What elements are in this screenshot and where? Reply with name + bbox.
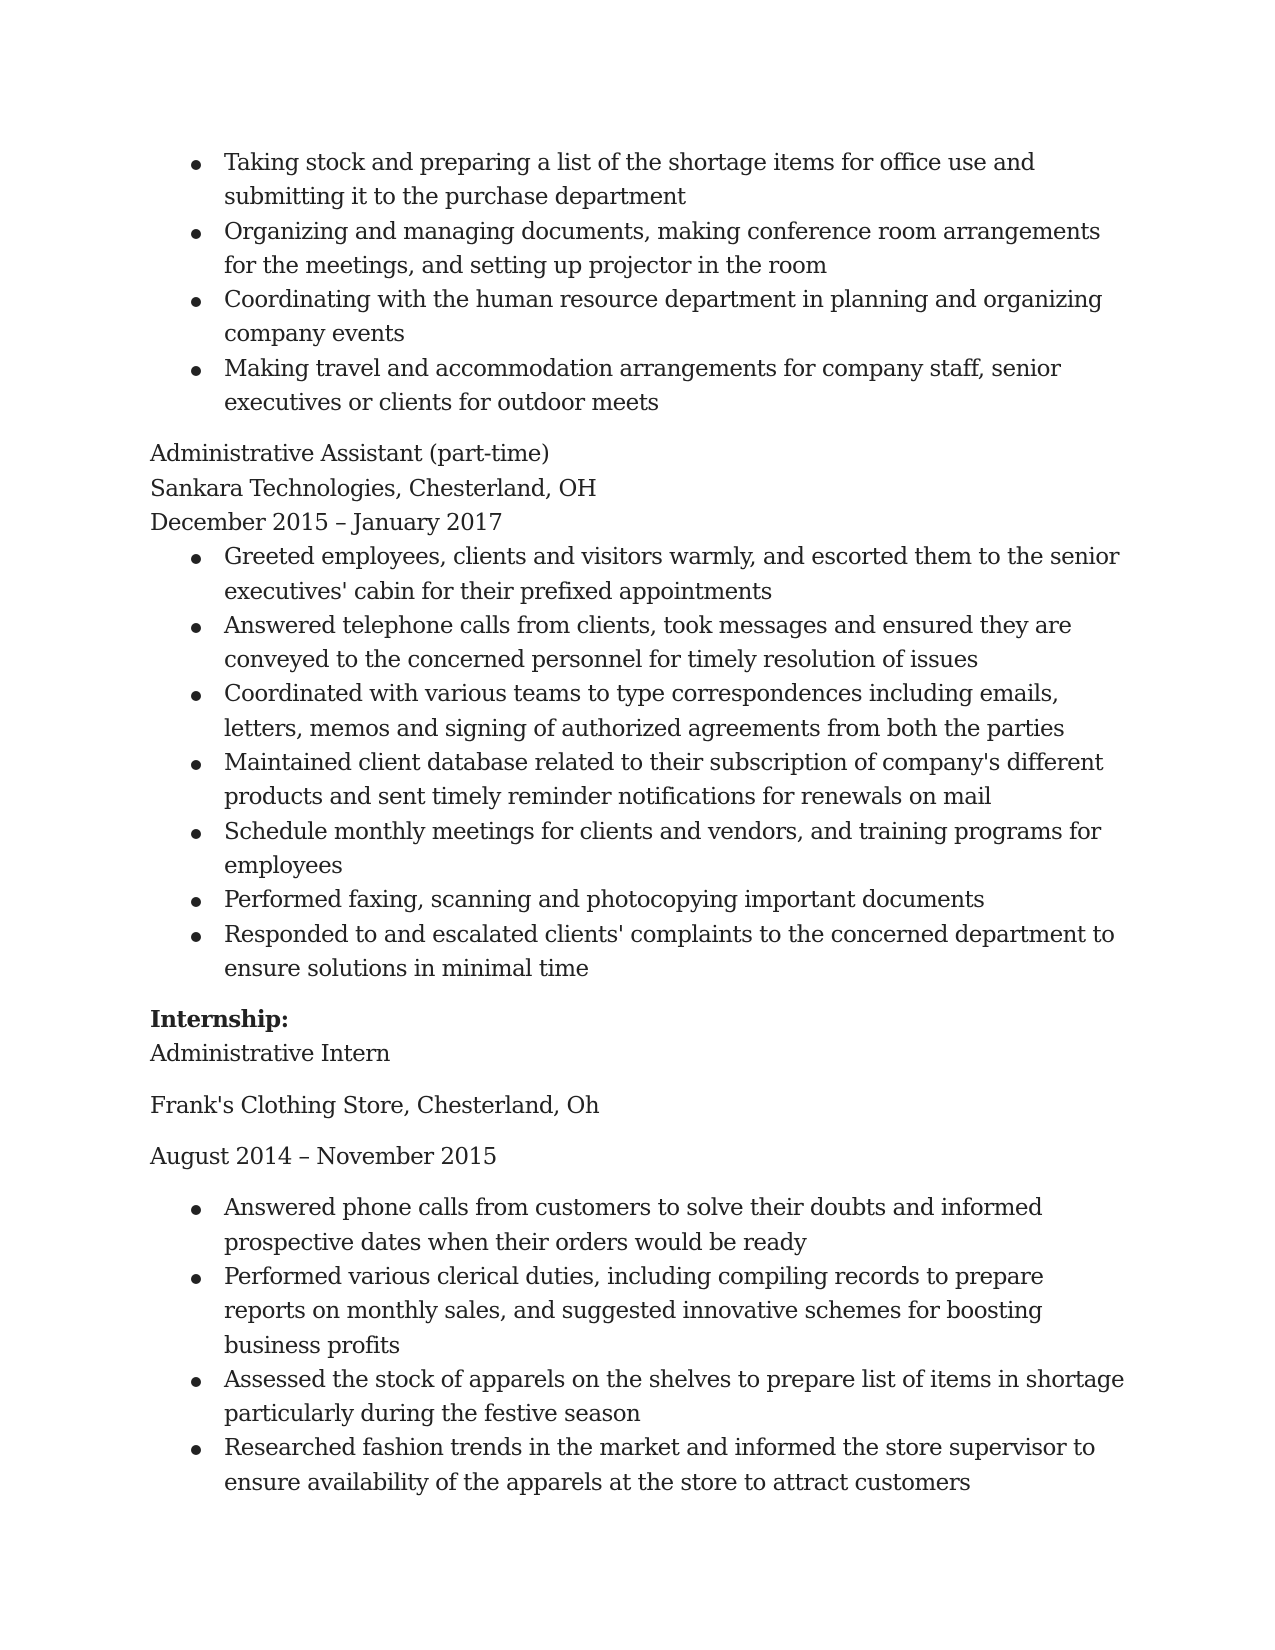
- internship-dates: August 2014 – November 2015: [150, 1144, 497, 1171]
- list-item: Answered telephone calls from clients, took messages and ensured they are conveyed to the concerned personnel for timely resolution of issues: [150, 609, 1130, 678]
- bullet-icon: [191, 160, 201, 170]
- internship-title: Administrative Intern: [150, 1041, 390, 1068]
- job-title: Administrative Assistant (part-time): [150, 441, 550, 468]
- bullet-icon: [191, 760, 201, 770]
- list-item: Coordinated with various teams to type correspondences including emails, letters, memos and signing of authorized agreements from both the parties: [150, 677, 1130, 746]
- bullet-icon: [191, 1445, 201, 1455]
- list-item: Answered phone calls from customers to solve their doubts and informed prospective dates when their orders would be ready: [150, 1191, 1130, 1260]
- bullet-icon: [191, 623, 201, 633]
- list-item: Greeted employees, clients and visitors warmly, and escorted them to the senior executives' cabin for their prefixed appointments: [150, 540, 1130, 609]
- list-item: Performed faxing, scanning and photocopying important documents: [150, 883, 1130, 917]
- list-item: Performed various clerical duties, including compiling records to prepare reports on monthly sales, and suggested innovative schemes for boosting business profits: [150, 1260, 1130, 1363]
- page-content: [150, 146, 1130, 1500]
- job-dates: December 2015 – January 2017: [150, 509, 503, 536]
- section-heading-internship: Internship:: [150, 1006, 289, 1034]
- list-item: Responded to and escalated clients' complaints to the concerned department to ensure solutions in minimal time: [150, 918, 1130, 987]
- list-item: Taking stock and preparing a list of the shortage items for office use and submitting it to the purchase department: [150, 146, 1130, 215]
- list-item: Organizing and managing documents, making conference room arrangements for the meetings, and setting up projector in the room: [150, 215, 1130, 284]
- bullet-icon: [191, 897, 201, 907]
- bullet-icon: [191, 691, 201, 701]
- list-item: Schedule monthly meetings for clients and vendors, and training programs for employees: [150, 815, 1130, 884]
- bullet-icon: [191, 366, 201, 376]
- bullet-icon: [191, 554, 201, 564]
- internship-bullet-list: [150, 1191, 1130, 1500]
- bullet-icon: [191, 829, 201, 839]
- bullet-icon: [191, 229, 201, 239]
- bullet-icon: [191, 297, 201, 307]
- job-company: Sankara Technologies, Chesterland, OH: [150, 475, 597, 502]
- internship-company: Frank's Clothing Store, Chesterland, Oh: [150, 1092, 600, 1119]
- first-job-bullet-list: [150, 146, 1130, 420]
- list-item: Researched fashion trends in the market and informed the store supervisor to ensure availability of the apparels at the store to attract customers: [150, 1431, 1130, 1500]
- second-job-bullet-list: [150, 540, 1130, 986]
- list-item: Assessed the stock of apparels on the shelves to prepare list of items in shortage particularly during the festive season: [150, 1363, 1130, 1432]
- bullet-icon: [191, 1377, 201, 1387]
- list-item: Coordinating with the human resource department in planning and organizing company events: [150, 283, 1130, 352]
- bullet-icon: [191, 932, 201, 942]
- bullet-icon: [191, 1274, 201, 1284]
- bullet-icon: [191, 1205, 201, 1215]
- list-item: Maintained client database related to their subscription of company's different products and sent timely reminder notifications for renewals on mail: [150, 746, 1130, 815]
- list-item: Making travel and accommodation arrangements for company staff, senior executives or clients for outdoor meets: [150, 352, 1130, 421]
